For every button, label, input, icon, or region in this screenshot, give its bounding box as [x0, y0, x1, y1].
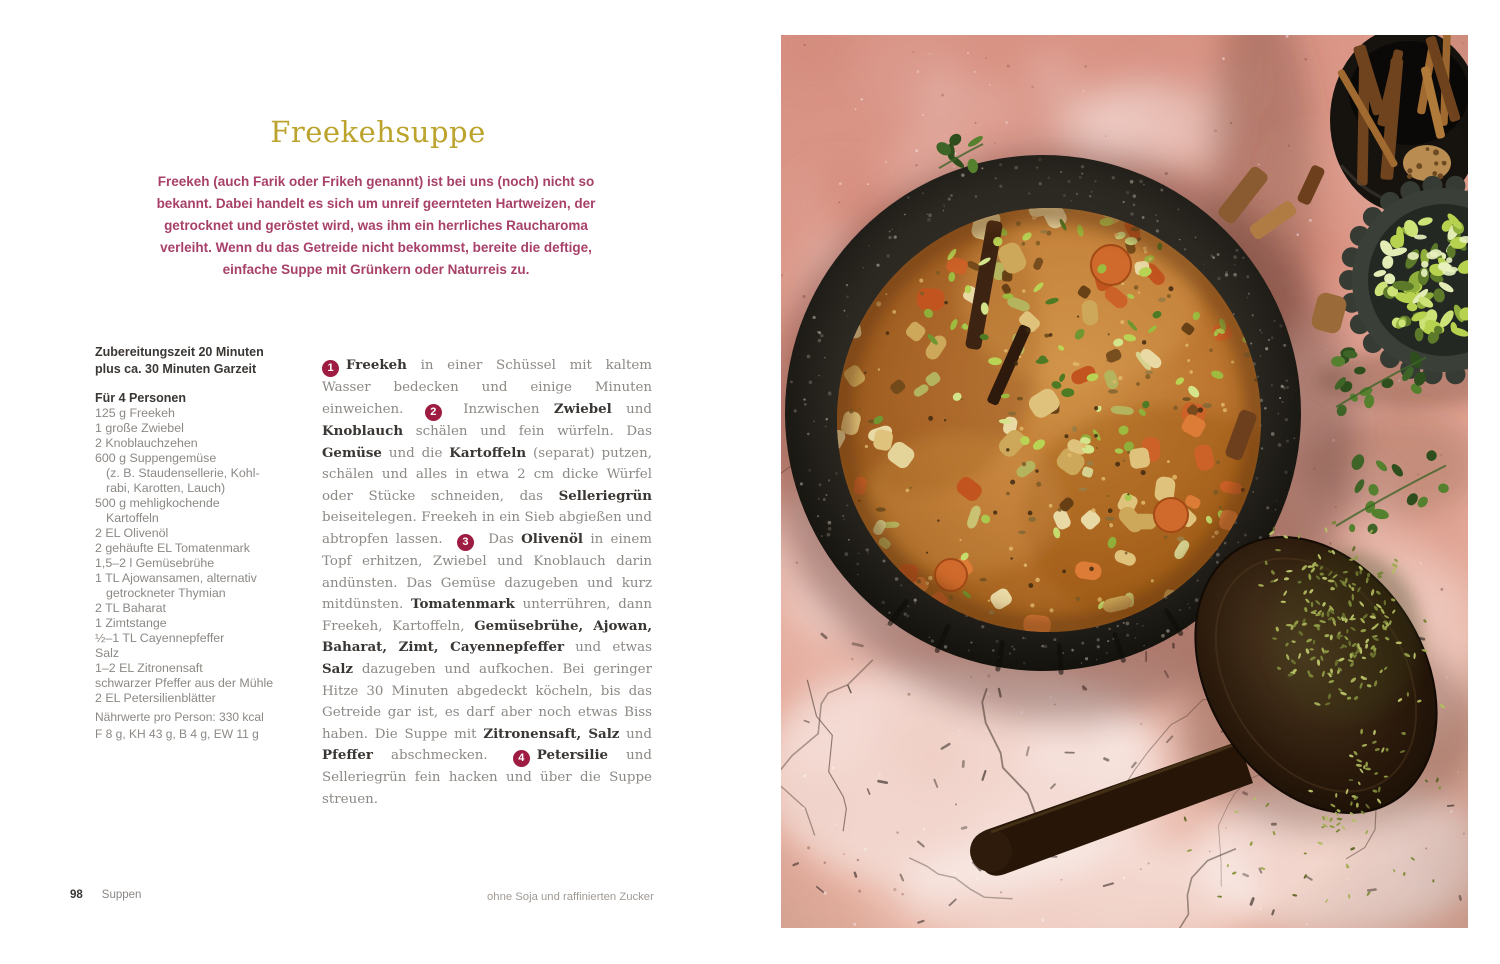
ingredient-item: 2 EL Olivenöl	[95, 526, 169, 540]
prep-time-line1: Zubereitungszeit 20 Minuten	[95, 345, 264, 359]
step-number-badge: 1	[322, 360, 339, 377]
right-page	[781, 35, 1468, 928]
step-text: dazugeben und aufkochen. Bei geringer Hitze 30 Minuten abgedeckt köcheln, bis das Getreide gar ist, es darf aber noch etwas Biss haben. Die Suppe mit	[322, 661, 652, 742]
nutrition-line2: F 8 g, KH 43 g, B 4 g, EW 11 g	[95, 727, 259, 741]
ingredient-item: 2 gehäufte EL Tomatenmark	[95, 541, 250, 555]
step-text: und Selleriegrün fein hacken und über die Suppe streuen.	[322, 748, 652, 807]
page-number: 98	[70, 889, 83, 901]
step-text-bold: Knoblauch	[322, 422, 404, 439]
ingredient-item: Salz	[95, 646, 120, 660]
step-number-badge: 3	[457, 534, 474, 551]
ingredient-item: 1–2 EL Zitronensaft	[95, 661, 203, 675]
section-label: Suppen	[101, 889, 142, 901]
recipe-intro: Freekeh (auch Farik oder Frikeh genannt) ist bei uns (noch) nicht so bekannt. Dabei handelt es sich um unreif geernteten Hartweizen, der getrocknet und geröstet wird, was ihm ein herrliches Raucharoma verleiht. Wenn du das Getreide nicht bekommst, bereite die deftige, einfache Suppe mit Grünkern oder Naturreis zu.	[156, 173, 596, 277]
step-text-bold: Olivenöl	[521, 530, 584, 547]
ingredient-item: 2 EL Petersilienblätter	[95, 691, 216, 705]
ingredient-item: rabi, Karotten, Lauch)	[106, 481, 226, 495]
step-text: und	[611, 401, 652, 417]
nutrition-info	[95, 709, 264, 743]
step-text: abschmecken.	[372, 748, 506, 764]
ingredients-list	[95, 406, 333, 706]
step-text: Inzwischen	[448, 401, 554, 417]
ingredient-item: 1 Zimtstange	[95, 616, 167, 630]
ingredient-item: 1,5–2 l Gemüsebrühe	[95, 556, 215, 570]
step-text: in einer Schüssel mit kaltem Wasser bedecken und einige Minuten einweichen.	[322, 358, 652, 417]
instructions	[322, 355, 652, 810]
step-text: beiseitelegen. Freekeh in ein Sieb abgießen und abtropfen lassen.	[322, 510, 652, 547]
step-number-badge: 4	[513, 750, 530, 767]
step-text: Das	[480, 531, 522, 547]
step-text-bold: Zwiebel	[553, 400, 612, 417]
ingredient-item: 600 g Suppengemüse	[95, 451, 217, 465]
prep-time	[95, 344, 333, 378]
ingredient-item: 125 g Freekeh	[95, 406, 175, 420]
step-text-bold: Pfeffer	[322, 747, 373, 764]
ingredient-item: schwarzer Pfeffer aus der Mühle	[95, 676, 274, 690]
ingredient-item: 2 TL Baharat	[95, 601, 166, 615]
step-text: und	[619, 726, 652, 742]
page-footer-note: ohne Soja und raffinierten Zucker	[487, 891, 654, 903]
ingredient-item: 2 Knoblauchzehen	[95, 436, 198, 450]
ingredients-column	[95, 344, 333, 706]
step-text: (separat) putzen, schälen und alles in etwa 2 cm dicke Würfel oder Stücke schneiden, das	[322, 445, 652, 504]
step-text: schälen und fein würfeln. Das	[403, 423, 652, 439]
step-text-bold: Gemüsebrühe, Ajowan, Baharat, Zimt, Cayennepfeffer	[322, 617, 652, 656]
step-text-bold: Salz	[322, 660, 354, 677]
prep-time-line2: plus ca. 30 Minuten Garzeit	[95, 362, 257, 376]
step-text: unterrühren, dann Freekeh, Kartoffeln,	[322, 597, 652, 634]
ingredient-item: getrockneter Thymian	[106, 586, 226, 600]
ingredient-item: (z. B. Staudensellerie, Kohl-	[106, 466, 260, 480]
step-text-bold: Gemüse	[322, 444, 382, 461]
step-text-bold: Selleriegrün	[558, 487, 652, 504]
ingredient-item: 1 große Zwiebel	[95, 421, 184, 435]
step-text-bold: Freekeh	[346, 357, 407, 374]
ingredient-item: Kartoffeln	[106, 511, 159, 525]
step-text: und die	[381, 445, 450, 461]
step-text-bold: Tomatenmark	[411, 596, 515, 613]
step-text-bold: Petersilie	[536, 747, 609, 764]
page-footer-left	[70, 889, 141, 901]
step-text-bold: Kartoffeln	[449, 444, 527, 461]
step-number-badge: 2	[425, 404, 442, 421]
ingredient-item: 500 g mehligkochende	[95, 496, 220, 510]
recipe-title: Freekehsuppe	[270, 115, 486, 150]
soup-photo	[781, 35, 1468, 928]
servings-heading: Für 4 Personen	[95, 391, 186, 405]
step-text-bold: Zitronensaft, Salz	[483, 725, 620, 742]
step-text: in einem Topf erhitzen, Zwiebel und Knoblauch darin andünsten. Das Gemüse dazugeben und kurz mitdünsten.	[322, 531, 653, 613]
ingredient-item: 1 TL Ajowansamen, alternativ	[95, 571, 257, 585]
nutrition-line1: Nährwerte pro Person: 330 kcal	[95, 710, 264, 724]
ingredient-item: ½–1 TL Cayennepfeffer	[95, 631, 225, 645]
step-text: und etwas	[564, 640, 652, 656]
